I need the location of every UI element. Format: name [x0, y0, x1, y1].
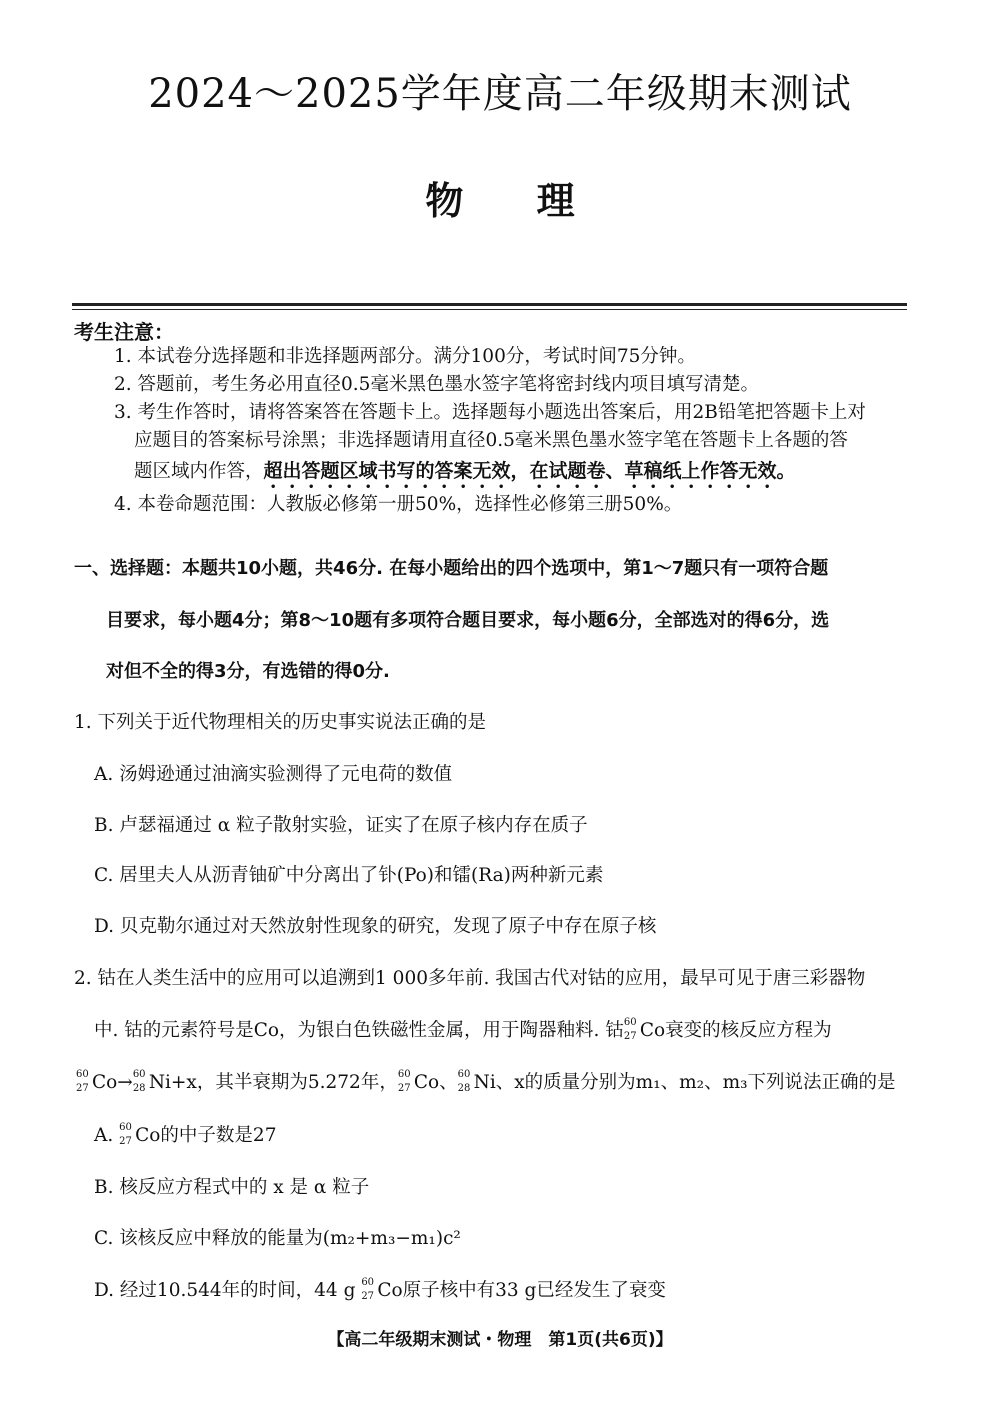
cobalt-60-nuclide: 60 27 — [361, 1277, 375, 1302]
q2-stem-line1: 2. 钴在人类生活中的应用可以追溯到1 000多年前. 我国古代对钴的应用，最早可见于唐三彩器物 — [74, 968, 866, 989]
page-footer: 【高二年级期末测试・物理 第1页(共6页)】 — [327, 1330, 673, 1350]
notice-item-3-line2: 应题目的答案标号涂黑；非选择题请用直径0.5毫米黑色墨水签字笔在答题卡上各题的答 — [134, 430, 848, 451]
notice-item-3-prefix: 题区域内作答， — [134, 461, 264, 482]
subject-title: 物 理 — [425, 178, 575, 223]
q1-option-b: B. 卢瑟福通过 α 粒子散射实验，证实了在原子核内存在质子 — [94, 815, 588, 836]
notice-emphasis: 超出答题区域书写的答案无效，在试题卷、草稿纸上作答无效。 — [263, 460, 796, 482]
q1-option-c: C. 居里夫人从沥青铀矿中分离出了钋(Po)和镭(Ra)两种新元素 — [94, 865, 604, 886]
exam-title: 2024～2025学年度高二年级期末测试 — [148, 71, 852, 117]
notice-item-4: 4. 本卷命题范围：人教版必修第一册50%，选择性必修第三册50%。 — [114, 494, 683, 515]
q2-line3-tail: 、x的质量分别为m₁、m₂、m₃下列说法正确的是 — [495, 1072, 896, 1093]
divider-thin — [72, 309, 907, 310]
q2-option-d: D. 经过10.544年的时间，44 g 60 27 Co原子核中有33 g已经发生了衰变 — [94, 1277, 666, 1302]
cobalt-60-nuclide: 60 27 — [623, 1017, 637, 1042]
notice-item-1: 1. 本试卷分选择题和非选择题两部分。满分100分，考试时间75分钟。 — [114, 346, 696, 367]
q2-option-c: C. 该核反应中释放的能量为(m₂+m₃−m₁)c² — [94, 1228, 461, 1249]
q2-option-b: B. 核反应方程式中的 x 是 α 粒子 — [94, 1177, 370, 1198]
nickel-60-nuclide: 60 28 — [457, 1069, 471, 1094]
notice-item-2: 2. 答题前，考生务必用直径0.5毫米黑色墨水签字笔将密封线内项目填写清楚。 — [114, 374, 759, 395]
cobalt-60-nuclide: 60 27 — [76, 1069, 89, 1094]
q2-line3-text: +x，其半衰期为5.272年， — [170, 1072, 398, 1093]
q2-line2-text-a: 中. 钴的元素符号是Co，为银白色铁磁性金属，用于陶器釉料. 钴 — [94, 1020, 624, 1041]
q1-option-d: D. 贝克勒尔通过对天然放射性现象的研究，发现了原子中存在原子核 — [94, 916, 657, 937]
notice-item-3-line3 — [134, 457, 934, 493]
q1-stem: 1. 下列关于近代物理相关的历史事实说法正确的是 — [74, 712, 487, 733]
q2-line2-text-b: Co衰变的核反应方程为 — [639, 1020, 832, 1041]
notice-item-3: 3. 考生作答时，请将答案答在答题卡上。选择题每小题选出答案后，用2B铅笔把答题卡上对 — [114, 402, 866, 423]
cobalt-60-nuclide: 60 27 — [119, 1122, 132, 1147]
nickel-60-nuclide: 60 28 — [132, 1069, 146, 1094]
q2-option-a: A. 60 27 Co的中子数是27 — [94, 1122, 277, 1147]
section-instructions-line1: 一、选择题：本题共10小题，共46分. 在每小题给出的四个选项中，第1～7题只有一项符合题 — [74, 558, 829, 579]
q2-stem-line3: 60 27 Co→ 60 28 Ni+x，其半衰期为5.272年， 60 27 Co、 60 28 Ni、x的质量分别为m₁、m₂、m₃下列说法正确的是 — [76, 1069, 896, 1094]
q1-option-a: A. 汤姆逊通过油滴实验测得了元电荷的数值 — [94, 764, 453, 785]
section-instructions-line3: 对但不全的得3分，有选错的得0分. — [106, 661, 390, 682]
section-instructions-line2: 目要求，每小题4分；第8～10题有多项符合题目要求，每小题6分，全部选对的得6分，选 — [106, 610, 830, 631]
notice-heading: 考生注意： — [74, 320, 174, 344]
q2-stem-line2 — [94, 1016, 832, 1042]
reaction-arrow: → — [117, 1072, 133, 1093]
cobalt-60-nuclide: 60 27 — [397, 1069, 411, 1094]
divider-thick — [72, 303, 907, 306]
